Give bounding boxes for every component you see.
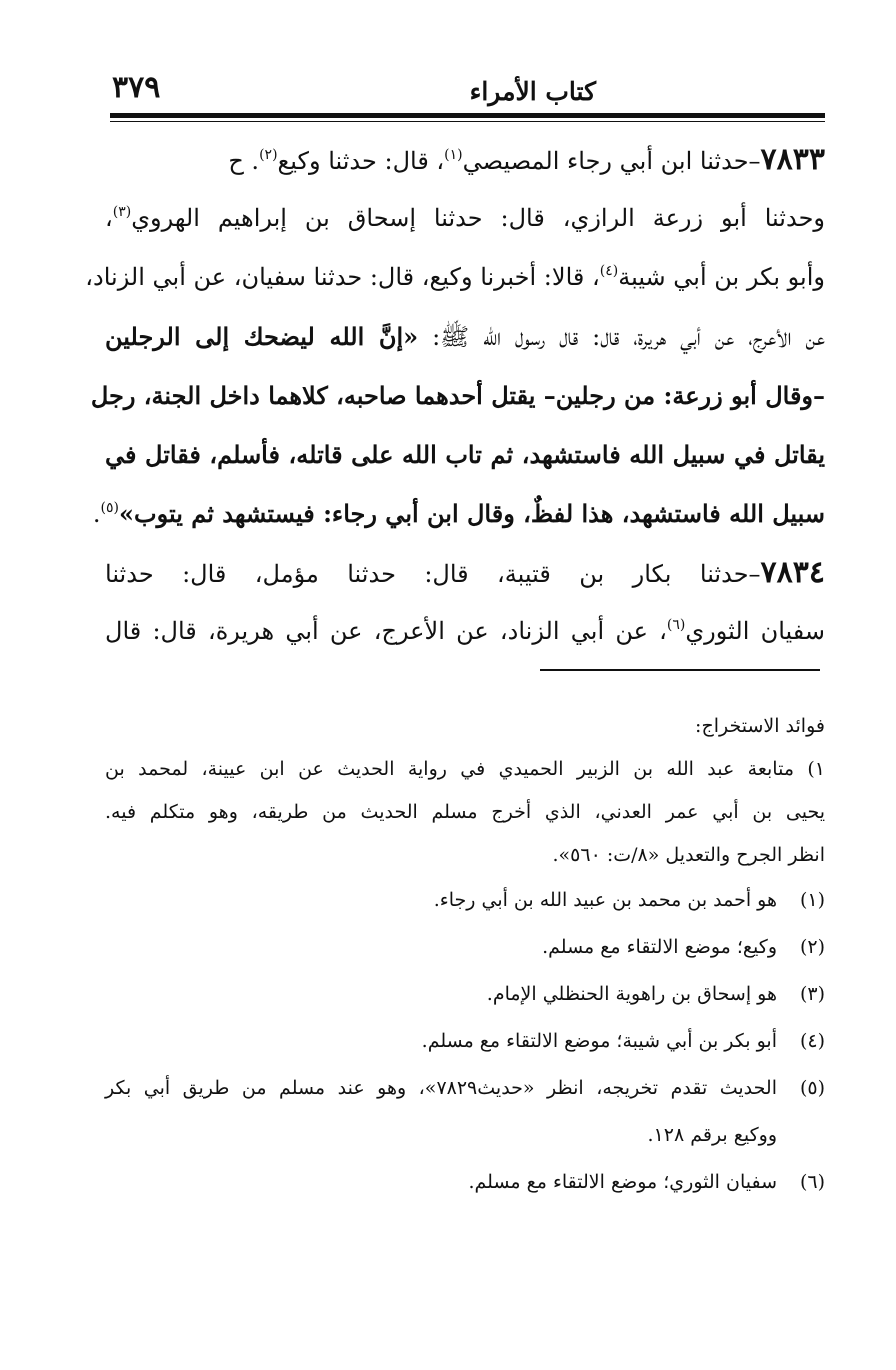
footnote-text: أبو بكر بن أبي شيبة؛ موضع الالتقاء مع مسلم. — [421, 1030, 777, 1052]
page-number: ٣٧٩ — [112, 70, 161, 105]
footnote-ref: (٥) — [100, 500, 119, 516]
prophetic-text: سبيل الله فاستشهد، هذا لفظٌ، وقال ابن أبي رجاء: فيستشهد ثم يتوب» — [119, 499, 825, 528]
hadith-7834-line-1 — [105, 543, 825, 602]
hadith-7833-line-5: –وقال أبو زرعة: من رجلين– يقتل أحدهما صاحبه، كلاهما داخل الجنة، رجل — [90, 381, 825, 410]
hadith-7833-line-1 — [105, 130, 825, 189]
main-text — [85, 130, 826, 661]
footnote-item — [105, 924, 825, 971]
footnote-item — [105, 971, 825, 1018]
footnote-item — [105, 1065, 825, 1112]
header-rule-thin — [110, 121, 825, 122]
footnote-number: (١) — [799, 889, 825, 911]
prophetic-text: «إنَّ الله ليضحك إلى الرجلين — [105, 322, 419, 351]
hadith-7833-line-7 — [92, 484, 825, 543]
running-header-title: كتاب الأمراء — [469, 77, 596, 106]
footnote-number: (٦) — [799, 1171, 825, 1193]
text: سفيان الثوري — [685, 617, 826, 645]
text: ، قال: حدثنا وكيع — [277, 147, 445, 175]
footnote-text: الحديث تقدم تخريجه، انظر «حديث٧٨٢٩»، وهو عند مسلم من طريق أبي بكر — [105, 1077, 777, 1099]
footnote-ref: (٣) — [112, 204, 132, 220]
footnote-continuation: ووكيع برقم ١٢٨. — [647, 1124, 777, 1146]
text: . ح — [228, 147, 260, 175]
footnote-number: (٣) — [799, 983, 825, 1005]
text: عن الأعرج، عن أبي هريرة، قال: قال رسول الله ﷺ: — [418, 323, 826, 351]
footnote-text: هو إسحاق بن راهوية الحنظلي الإمام. — [486, 983, 777, 1005]
hadith-7834-line-2 — [105, 602, 825, 661]
text: ، عن أبي الزناد، عن الأعرج، عن أبي هريرة، قال: قال — [105, 617, 667, 645]
footnote-text: وكيع؛ موضع الالتقاء مع مسلم. — [542, 936, 777, 958]
hadith-7833-line-6: يقاتل في سبيل الله فاستشهد، ثم تاب الله على قاتله، فأسلم، فقاتل في — [105, 440, 825, 469]
footnote-text: هو أحمد بن محمد بن عبيد الله بن أبي رجاء. — [433, 889, 777, 911]
text: ، — [105, 204, 113, 232]
footnote-item — [105, 877, 825, 924]
footnote-item — [105, 1018, 825, 1065]
benefits-heading: فوائد الاستخراج: — [695, 715, 825, 737]
text: وحدثنا أبو زرعة الرازي، قال: حدثنا إسحاق بن إبراهيم الهروي — [131, 204, 825, 232]
footnote-ref: (٦) — [666, 617, 686, 633]
benefit-line: ١) متابعة عبد الله بن الزبير الحميدي في رواية الحديث عن ابن عيينة، لمحمد بن — [105, 758, 825, 780]
text: –حدثنا ابن أبي رجاء المصيصي — [462, 147, 761, 175]
hadith-7833-line-2 — [105, 189, 825, 248]
footnote-divider — [540, 669, 820, 671]
footnotes — [105, 705, 825, 1206]
footnote-number: (٥) — [799, 1077, 825, 1099]
footnote-number: (٢) — [799, 936, 825, 958]
footnote-ref: (٢) — [259, 147, 278, 163]
text: –حدثنا بكار بن قتيبة، قال: حدثنا مؤمل، قال: حدثنا — [105, 560, 761, 588]
footnote-ref: (١) — [444, 147, 463, 163]
text: . — [92, 500, 101, 528]
text: وأبو بكر بن أبي شيبة — [618, 263, 825, 291]
hadith-number: ٧٨٣٤ — [760, 555, 825, 590]
hadith-number: ٧٨٣٣ — [760, 142, 825, 177]
footnote-item — [105, 1159, 825, 1206]
hadith-7833-line-3 — [85, 248, 825, 307]
header-rule-thick — [110, 113, 825, 118]
footnote-number: (٤) — [799, 1030, 825, 1052]
benefit-line: يحيى بن أبي عمر العدني، الذي أخرج مسلم الحديث من طريقه، وهو متكلم فيه. — [105, 801, 825, 823]
footnote-text: سفيان الثوري؛ موضع الالتقاء مع مسلم. — [468, 1171, 777, 1193]
text: ، قالا: أخبرنا وكيع، قال: حدثنا سفيان، عن أبي الزناد، — [85, 263, 600, 291]
benefit-line: انظر الجرح والتعديل «٨/ت: ٥٦٠». — [552, 844, 825, 866]
hadith-7833-line-4 — [105, 307, 825, 366]
footnote-ref: (٤) — [599, 263, 619, 279]
